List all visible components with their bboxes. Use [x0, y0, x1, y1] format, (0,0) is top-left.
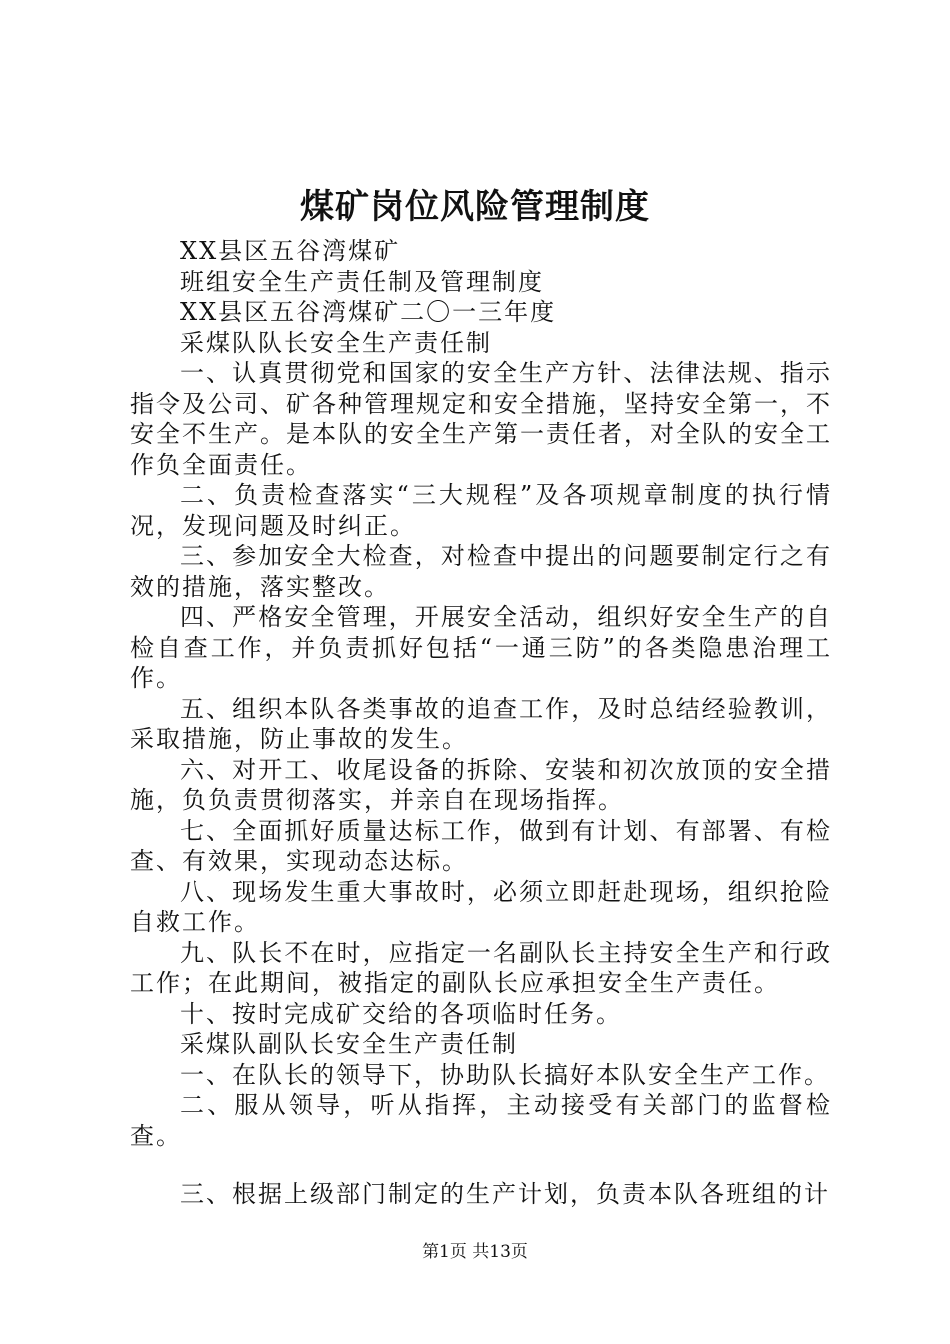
- paragraph: 班组安全生产责任制及管理制度: [180, 267, 544, 296]
- paragraph: 一、在队长的领导下，协助队长搞好本队安全生产工作。: [180, 1060, 830, 1089]
- section-heading: 采煤队队长安全生产责任制: [180, 328, 492, 357]
- paragraph: 九、队长不在时，应指定一名副队长主持安全生产和行政工作；在此期间，被指定的副队长应承担安全生产责任。: [130, 938, 832, 997]
- paragraph: 二、服从领导，听从指挥，主动接受有关部门的监督检查。: [130, 1091, 832, 1150]
- paragraph-gap: [130, 1151, 832, 1179]
- paragraph: 五、组织本队各类事故的追查工作，及时总结经验教训，采取措施，防止事故的发生。: [130, 694, 832, 753]
- paragraph: 三、根据上级部门制定的生产计划，负责本队各班组的计: [180, 1180, 830, 1208]
- paragraph: 十、按时完成矿交给的各项临时任务。: [180, 999, 622, 1028]
- paragraph: 七、全面抓好质量达标工作，做到有计划、有部署、有检查、有效果，实现动态达标。: [130, 816, 832, 875]
- section-heading: 采煤队副队长安全生产责任制: [180, 1030, 518, 1058]
- paragraph: 四、严格安全管理，开展安全活动，组织好安全生产的自检自查工作，并负责抓好包括“一通三防”的各类隐患治理工作。: [130, 603, 832, 692]
- paragraph: 八、现场发生重大事故时，必须立即赶赴现场，组织抢险自救工作。: [130, 877, 832, 936]
- paragraph: 二、负责检查落实“三大规程”及各项规章制度的执行情况，发现问题及时纠正。: [130, 481, 832, 540]
- document-body: [130, 236, 832, 1210]
- paragraph: XX县区五谷湾煤矿: [180, 237, 401, 265]
- paragraph: 三、参加安全大检查，对检查中提出的问题要制定行之有效的措施，落实整改。: [130, 542, 832, 601]
- page-number: 第1页 共13页: [422, 1242, 528, 1262]
- paragraph: 六、对开工、收尾设备的拆除、安装和初次放顶的安全措施，负负责贯彻落实，并亲自在现场指挥。: [130, 755, 832, 814]
- document-title: 煤矿岗位风险管理制度: [300, 187, 650, 227]
- paragraph: XX县区五谷湾煤矿二〇一三年度: [180, 298, 557, 326]
- paragraph: 一、认真贯彻党和国家的安全生产方针、法律法规、指示指令及公司、矿各种管理规定和安全措施，坚持安全第一，不安全不生产。是本队的安全生产第一责任者，对全队的安全工作负全面责任。: [130, 359, 832, 479]
